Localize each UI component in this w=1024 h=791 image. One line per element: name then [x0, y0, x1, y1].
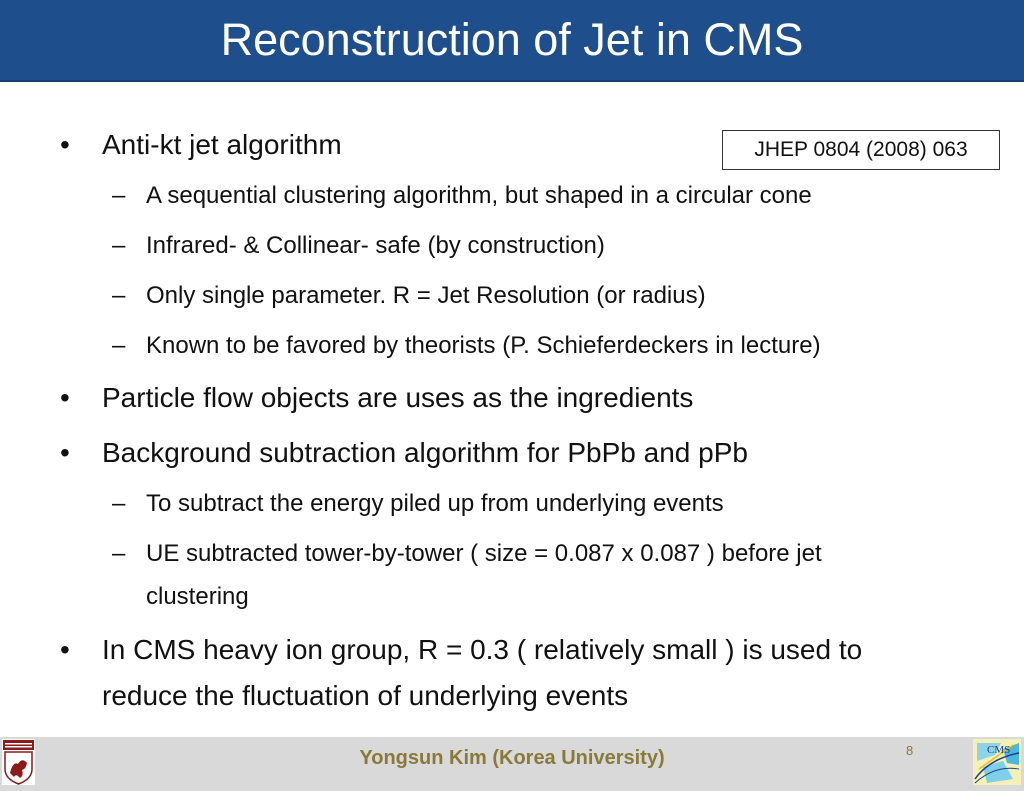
reference-box: JHEP 0804 (2008) 063: [722, 130, 1000, 170]
sub-bullet-text: A sequential clustering algorithm, but shaped in a circular cone: [146, 182, 812, 209]
sub-bullet-text: Known to be favored by theorists (P. Schieferdeckers in lecture): [146, 332, 821, 359]
sub-bullet-marker: –: [112, 540, 126, 567]
bullet-marker: •: [60, 437, 70, 468]
cms-logo-label: CMS: [987, 744, 1011, 756]
cms-logo: [973, 739, 1021, 785]
slide-title: Reconstruction of Jet in CMS: [220, 14, 804, 65]
bullet-text: reduce the fluctuation of underlying events: [102, 680, 629, 711]
bullet-text: In CMS heavy ion group, R = 0.3 ( relatively small ) is used to: [102, 634, 863, 665]
sub-bullet-text: UE subtracted tower-by-tower ( size = 0.087 x 0.087 ) before jet: [146, 540, 822, 567]
page-number: 8: [906, 743, 914, 758]
footer: [0, 737, 1024, 791]
sub-bullet-item: [112, 484, 724, 524]
sub-bullet-item: [112, 276, 706, 316]
sub-bullet-item: [112, 326, 821, 366]
bullet-item: [60, 122, 342, 168]
sub-bullet-item: [112, 176, 812, 216]
sub-bullet-item: [112, 534, 822, 574]
sub-bullet-text: clustering: [146, 583, 249, 610]
sub-bullet-continuation: [146, 577, 249, 617]
sub-bullet-marker: –: [112, 232, 126, 259]
bullet-marker: •: [60, 382, 70, 413]
bullet-marker: •: [60, 634, 70, 665]
title-bar: [0, 0, 1024, 82]
bullet-item: [60, 627, 863, 673]
sub-bullet-item: [112, 226, 605, 266]
bullet-marker: •: [60, 129, 70, 160]
sub-bullet-text: Only single parameter. R = Jet Resolution (or radius): [146, 282, 706, 309]
bullet-item: [60, 430, 748, 476]
sub-bullet-marker: –: [112, 332, 126, 359]
bullet-continuation: [102, 673, 628, 719]
sub-bullet-marker: –: [112, 490, 126, 517]
bullet-item: [60, 375, 694, 421]
sub-bullet-marker: –: [112, 182, 126, 209]
sub-bullet-text: To subtract the energy piled up from underlying events: [146, 490, 724, 517]
bullet-text: Background subtraction algorithm for PbPb and pPb: [102, 437, 748, 468]
footer-author: Yongsun Kim (Korea University): [359, 747, 665, 769]
sub-bullet-marker: –: [112, 282, 126, 309]
bullet-text: Particle flow objects are uses as the ingredients: [102, 382, 694, 413]
bullet-text: Anti-kt jet algorithm: [102, 129, 342, 160]
sub-bullet-text: Infrared- & Collinear- safe (by construction): [146, 232, 605, 259]
